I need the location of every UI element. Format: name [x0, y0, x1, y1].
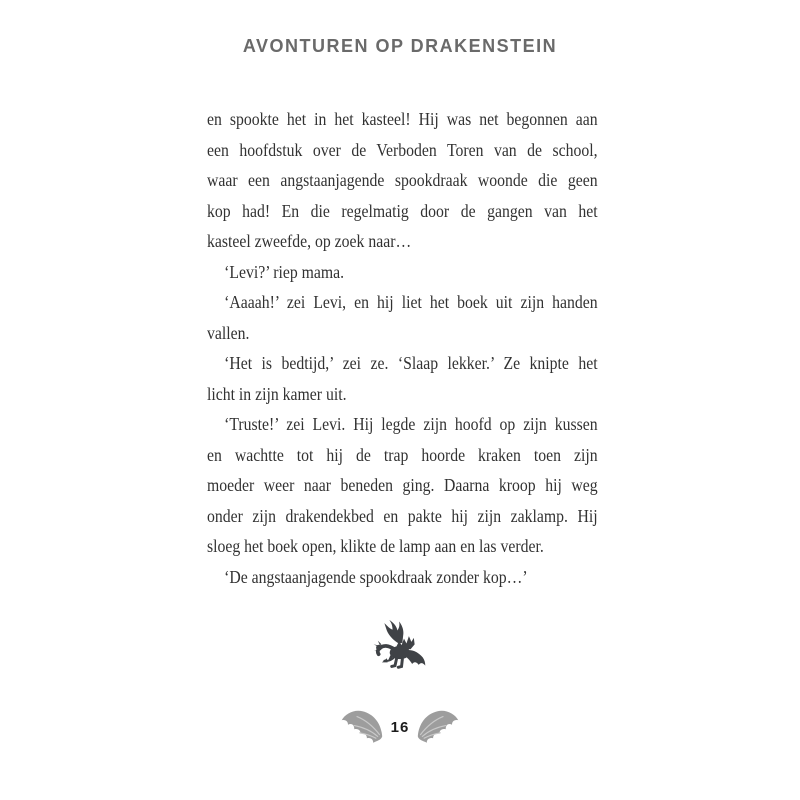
- story-text: [207, 104, 598, 592]
- body-line: kasteel zweefde, op zoek naar…: [207, 231, 412, 251]
- body-line: ‘Aaaah!’ zei Levi, en hij liet het boek uit zijn handen: [224, 292, 598, 312]
- body-line: licht in zijn kamer uit.: [207, 383, 347, 404]
- body-line: ‘De angstaanjagende spookdraak zonder kop…’: [224, 566, 528, 587]
- body-line: kop had! En die regelmatig door de gangen van het: [207, 200, 598, 221]
- body-line: moeder weer naar beneden ging. Daarna kroop hij weg: [207, 475, 598, 495]
- dragon-silhouette-icon: [367, 619, 441, 678]
- page-footer: [0, 708, 800, 745]
- bat-wing-left-icon: [339, 708, 384, 745]
- body-line: sloeg het boek open, klikte de lamp aan en las verder.: [207, 536, 544, 556]
- body-line: een hoofdstuk over de Verboden Toren van de school,: [207, 139, 598, 160]
- body-line: ‘Truste!’ zei Levi. Hij legde zijn hoofd op zijn kussen: [224, 414, 598, 434]
- body-line: vallen.: [207, 322, 250, 343]
- bat-wing-right-icon: [416, 708, 461, 745]
- body-line: en wachtte tot hij de trap hoorde kraken toen zijn: [207, 444, 598, 465]
- body-line: en spookte het in het kasteel! Hij was net begonnen aan: [207, 109, 598, 129]
- body-line: ‘Levi?’ riep mama.: [224, 261, 345, 282]
- body-line: onder zijn drakendekbed en pakte hij zijn zaklamp. Hij: [207, 505, 598, 526]
- body-line: ‘Het is bedtijd,’ zei ze. ‘Slaap lekker.’ Ze knipte het: [224, 353, 598, 373]
- body-line: waar een angstaanjagende spookdraak woonde die geen: [207, 170, 598, 190]
- page-number: 16: [390, 719, 410, 736]
- chapter-header: AVONTUREN OP DRAKENSTEIN: [242, 36, 558, 56]
